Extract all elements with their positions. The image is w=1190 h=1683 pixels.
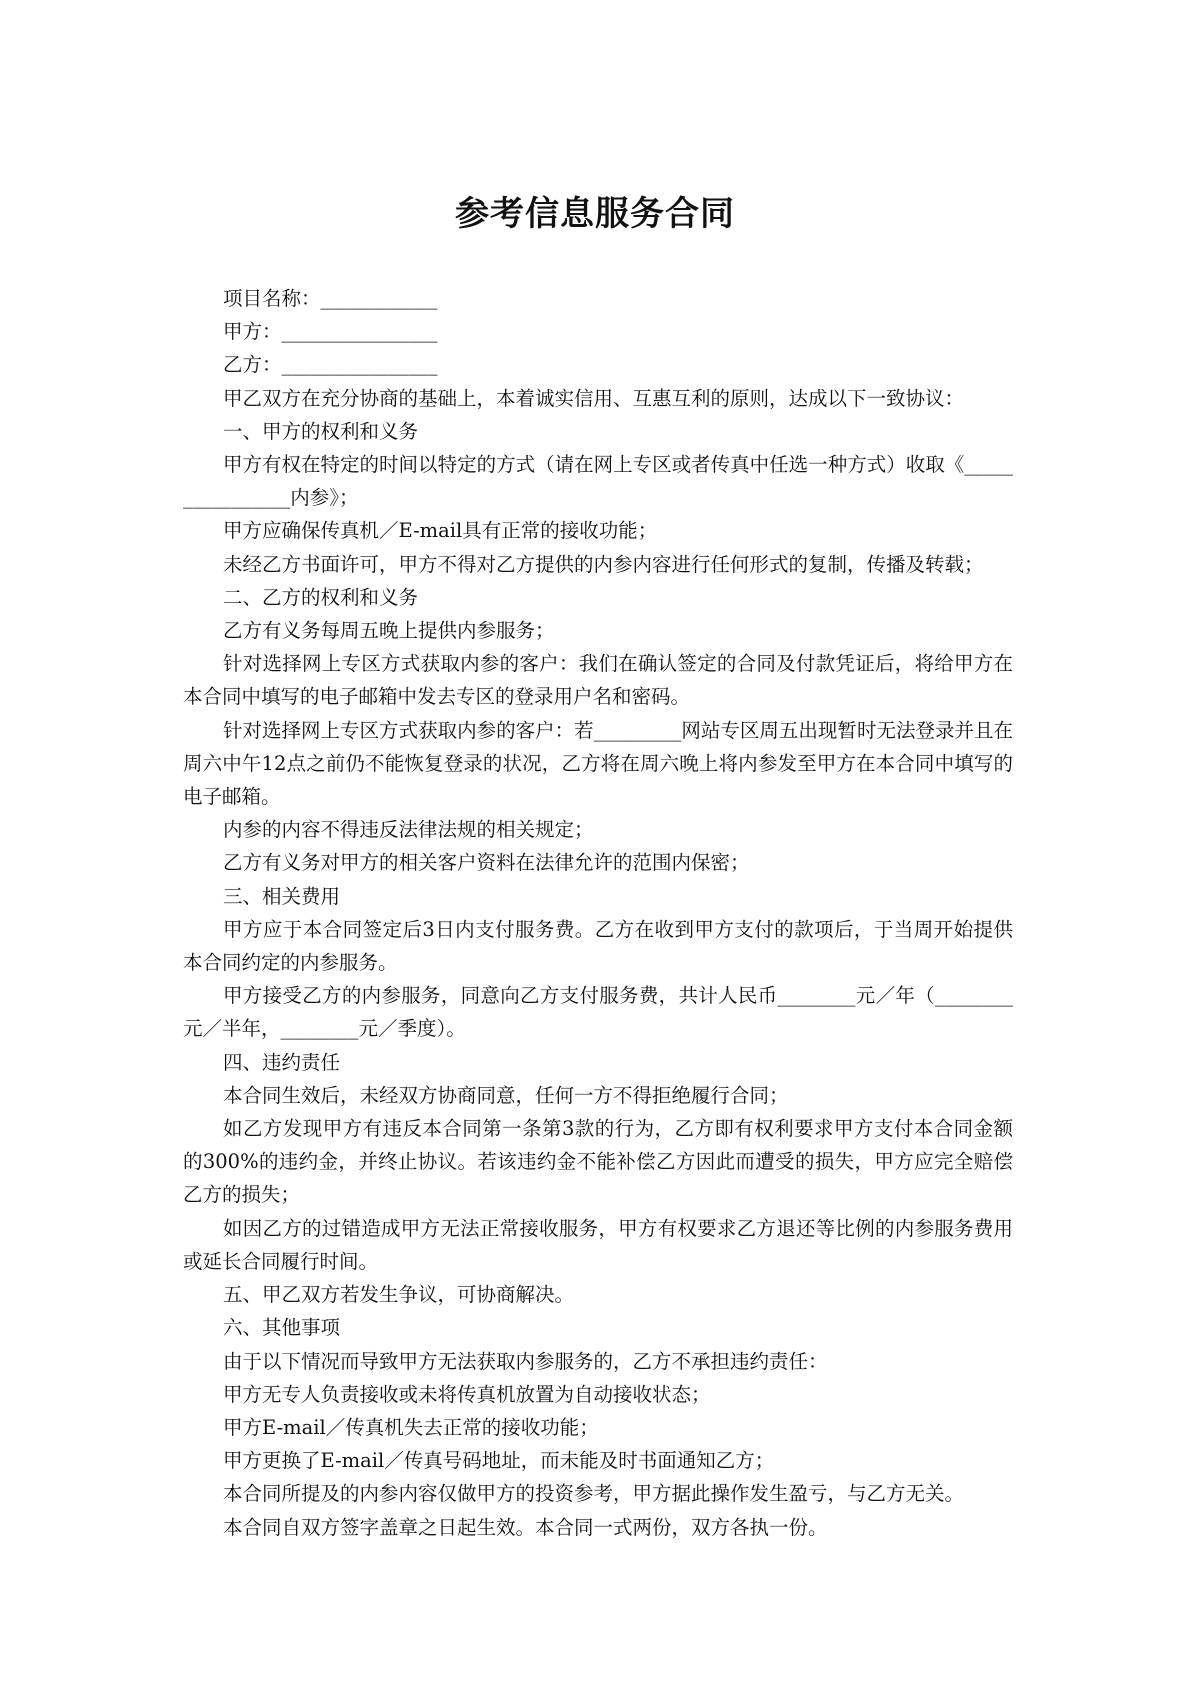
paragraph: 甲方应确保传真机／E-mail具有正常的接收功能； [223,519,658,543]
paragraph: 内参的内容不得违反法律法规的相关规定； [223,818,594,842]
paragraph-party-a: 甲方：________________ [223,320,438,344]
paragraph: 如因乙方的过错造成甲方无法正常接收服务，甲方有权要求乙方退还等比例的内参服务费用或延长合同履行时间。 [183,1216,1013,1273]
paragraph-preamble: 甲乙双方在充分协商的基础上，本着诚实信用、互惠互利的原则，达成以下一致协议： [223,386,965,410]
section-heading-5: 五、甲乙双方若发生争议，可协商解决。 [223,1283,575,1307]
section-heading-1: 一、甲方的权利和义务 [223,419,419,443]
paragraph: 甲方E-mail／传真机失去正常的接收功能； [223,1415,599,1439]
document-body [183,282,1013,1544]
paragraph: 本合同生效后，未经双方协商同意，任何一方不得拒绝履行合同； [223,1083,789,1107]
paragraph: 乙方有义务对甲方的相关客户资料在法律允许的范围内保密； [223,851,750,875]
paragraph: 如乙方发现甲方有违反本合同第一条第3款的行为，乙方即有权利要求甲方支付本合同金额的300%的违约金，并终止协议。若该违约金不能补偿乙方因此而遭受的损失，甲方应完全赔偿乙方的损失； [183,1117,1013,1207]
paragraph: 本合同所提及的内参内容仅做甲方的投资参考，甲方据此操作发生盈亏，与乙方无关。 [223,1482,965,1506]
paragraph: 甲方更换了E-mail／传真号码地址，而未能及时书面通知乙方； [223,1449,775,1473]
paragraph: 由于以下情况而导致甲方无法获取内参服务的，乙方不承担违约责任： [223,1349,828,1373]
paragraph: 未经乙方书面许可，甲方不得对乙方提供的内参内容进行任何形式的复制，传播及转载； [223,552,984,576]
section-heading-3: 三、相关费用 [223,884,341,908]
paragraph: 乙方有义务每周五晚上提供内参服务； [223,619,555,643]
paragraph: 甲方应于本合同签定后3日内支付服务费。乙方在收到甲方支付的款项后，于当周开始提供本合同约定的内参服务。 [183,917,1013,975]
paragraph: 针对选择网上专区方式获取内参的客户：我们在确认签定的合同及付款凭证后，将给甲方在本合同中填写的电子邮箱中发去专区的登录用户名和密码。 [183,652,1013,709]
paragraph: 甲方无专人负责接收或未将传真机放置为自动接收状态； [223,1382,711,1406]
paragraph-party-b: 乙方：________________ [223,353,438,377]
section-heading-4: 四、违约责任 [223,1050,341,1074]
section-heading-6: 六、其他事项 [223,1316,341,1340]
section-heading-2: 二、乙方的权利和义务 [223,585,419,609]
paragraph: 甲方接受乙方的内参服务，同意向乙方支付服务费，共计人民币________元／年（________元／半年，________元／季度）。 [183,984,1013,1041]
paragraph-project-name: 项目名称：____________ [223,287,438,310]
paragraph: 针对选择网上专区方式获取内参的客户：若_________网站专区周五出现暂时无法登录并且在周六中午12点之前仍不能恢复登录的状况，乙方将在周六晚上将内参发至甲方在本合同中填写的电子邮箱。 [183,718,1013,809]
paragraph: 甲方有权在特定的时间以特定的方式（请在网上专区或者传真中任选一种方式）收取《________________内参》； [183,453,1013,510]
paragraph-effective-date: 本合同自双方签字盖章之日起生效。本合同一式两份，双方各执一份。 [223,1515,828,1539]
document-title: 参考信息服务合同 [455,194,735,234]
